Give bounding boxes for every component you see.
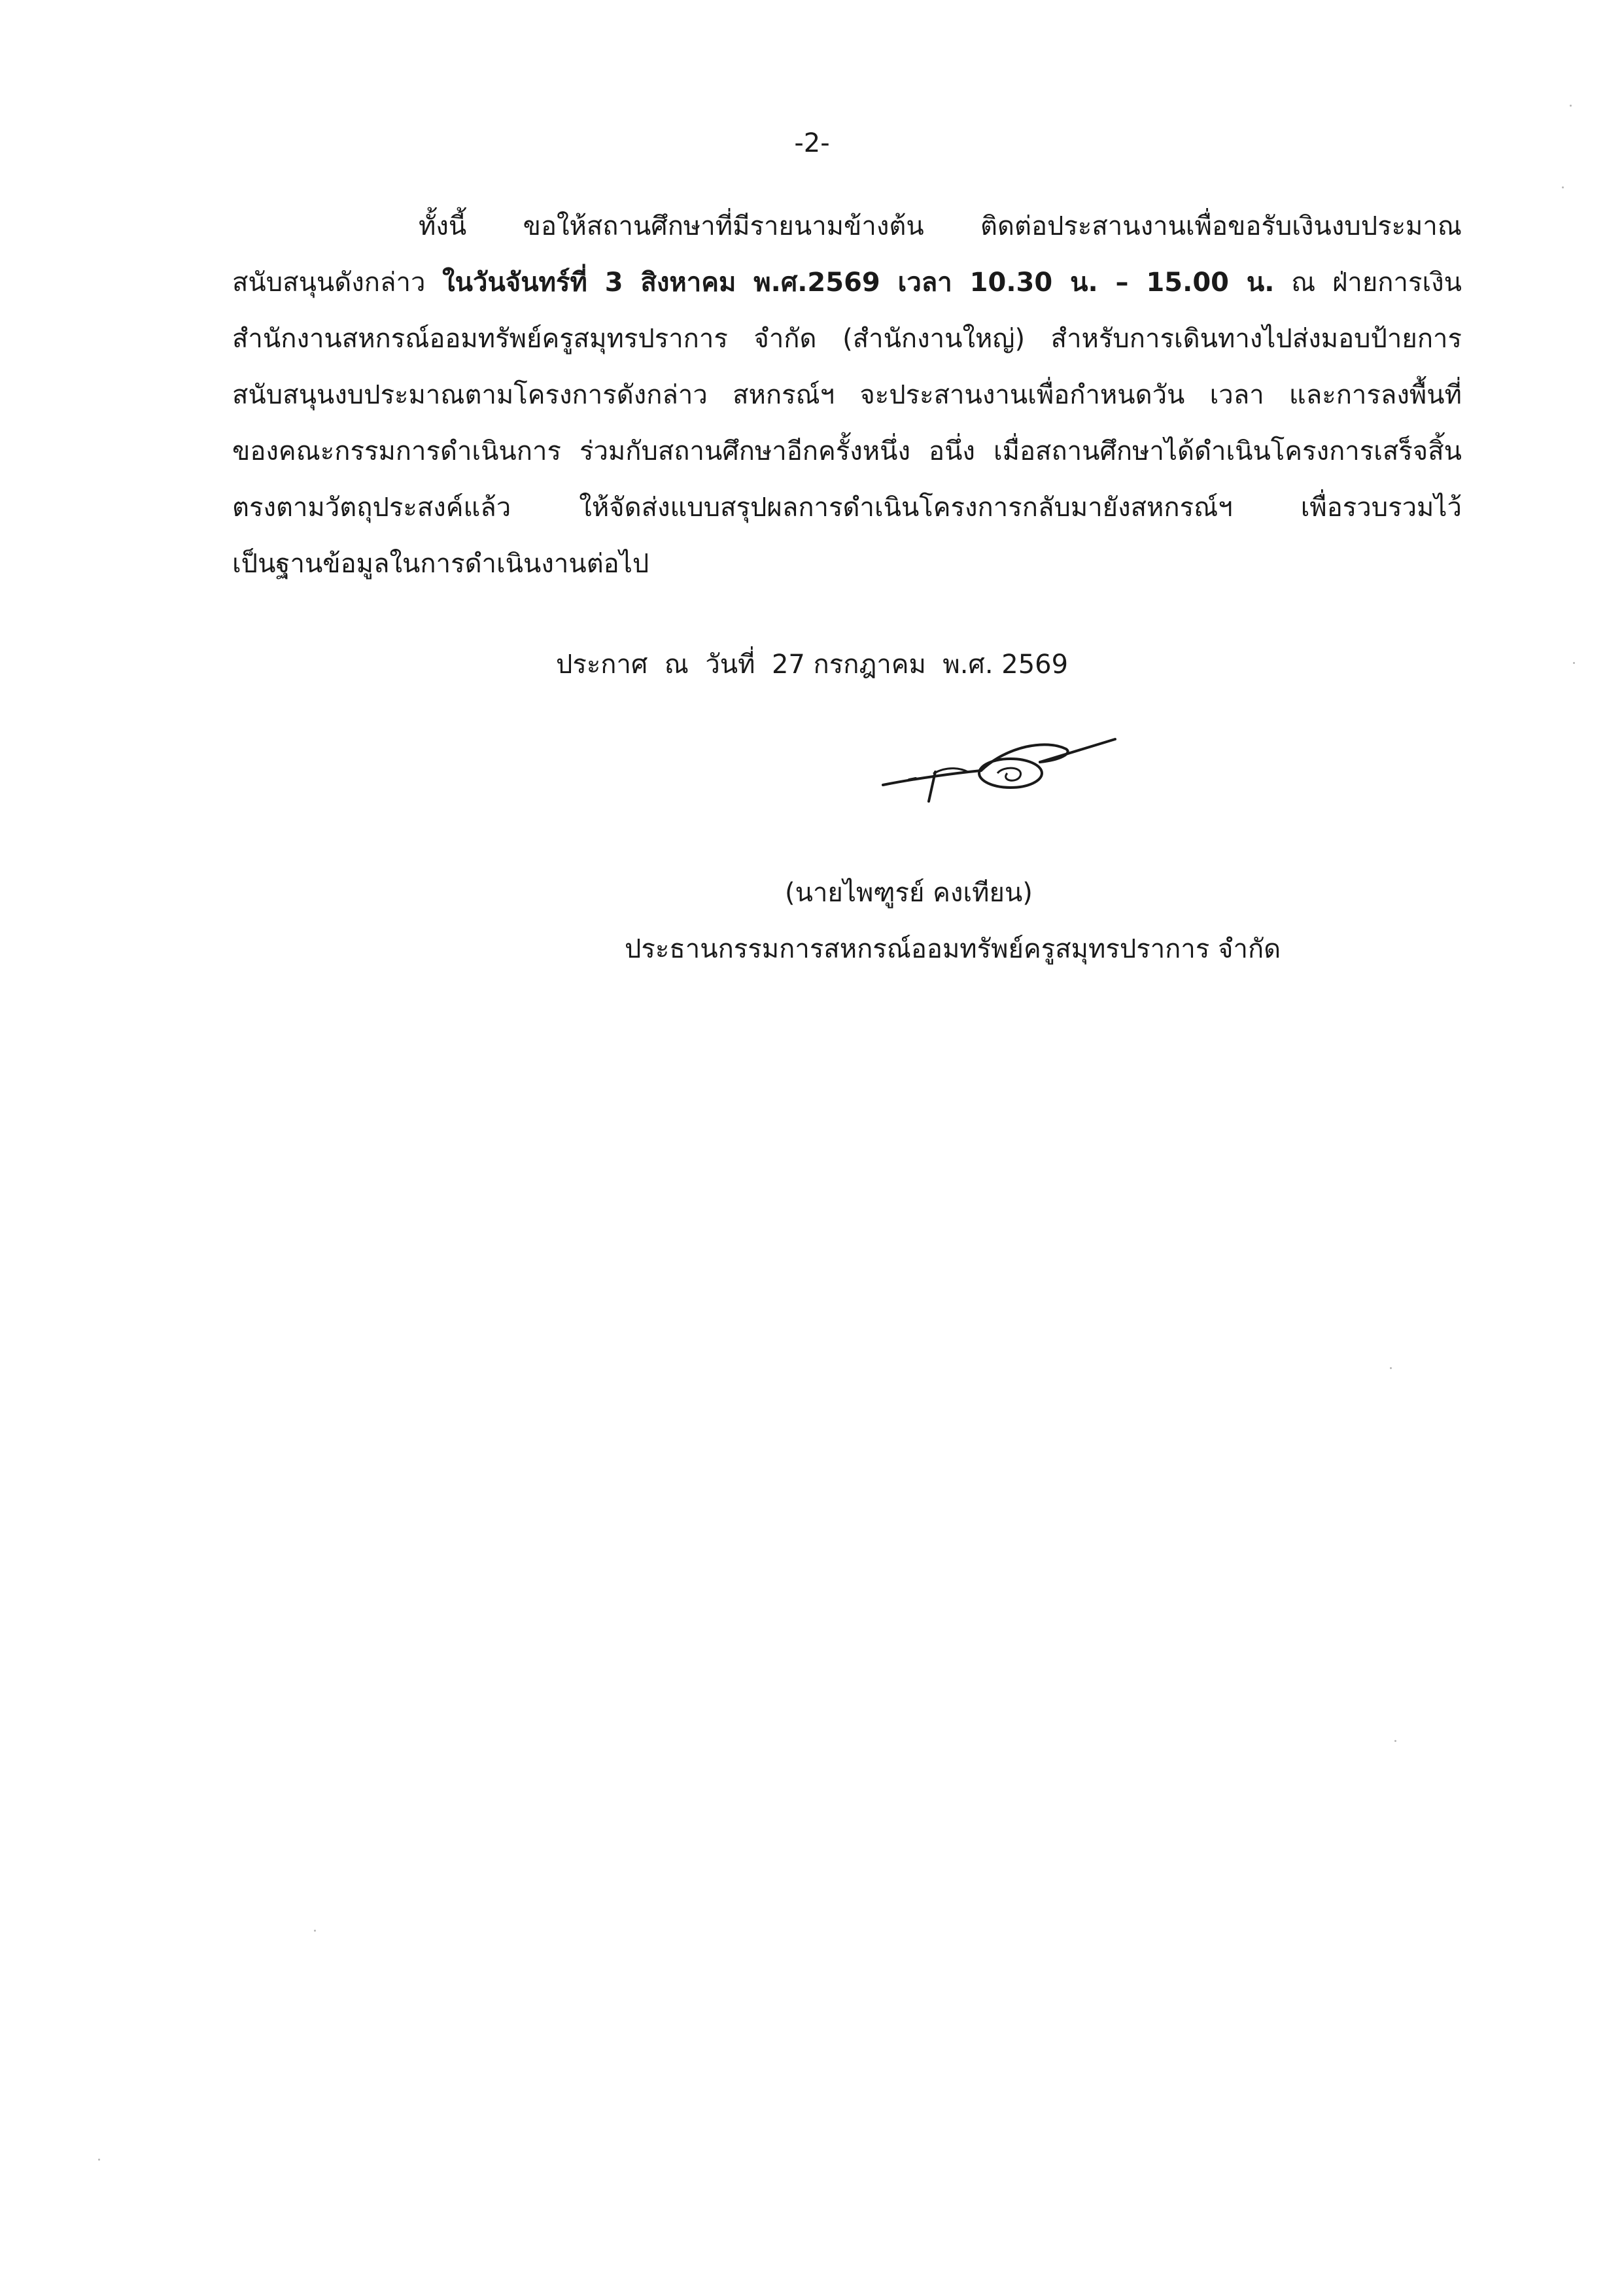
body-line-7: เป็นฐานข้อมูลในการดำเนินงานต่อไป xyxy=(232,549,649,579)
scan-speck xyxy=(314,1930,316,1932)
signer-title: ประธานกรรมการสหกรณ์ออมทรัพย์ครูสมุทรปราการ จำกัด xyxy=(625,934,1281,964)
body-line-1: ทั้งนี้ ขอให้สถานศึกษาที่มีรายนามข้างต้น ติดต่อประสานงานเพื่อขอรับเงินงบประมาณ xyxy=(419,211,1462,241)
body-line-6: ตรงตามวัตถุประสงค์แล้ว ให้จัดส่งแบบสรุปผลการดำเนินโครงการกลับมายังสหกรณ์ฯ เพื่อรวบรวมไว้ xyxy=(232,493,1462,523)
scan-speck xyxy=(1390,1367,1392,1369)
page-number: -2- xyxy=(794,128,830,158)
body-line-2-end: ณ ฝ่ายการเงิน xyxy=(1274,268,1462,298)
signature-image xyxy=(876,733,1118,805)
meeting-date-time: ในวันจันทร์ที่ 3 สิงหาคม พ.ศ.2569 เวลา 10.30 น. – 15.00 น. xyxy=(442,268,1275,298)
scan-speck xyxy=(1570,105,1572,107)
scan-speck xyxy=(98,2159,100,2161)
scan-speck xyxy=(1562,186,1564,188)
body-line-3: สำนักงานสหกรณ์ออมทรัพย์ครูสมุทรปราการ จำกัด (สำนักงานใหญ่) สำหรับการเดินทางไปส่งมอบป้ายการ xyxy=(232,324,1462,354)
body-line-5: ของคณะกรรมการดำเนินการ ร่วมกับสถานศึกษาอีกครั้งหนึ่ง อนึ่ง เมื่อสถานศึกษาได้ดำเนินโครงการเสร็จสิ้น xyxy=(232,436,1462,466)
announcement-date: ประกาศ ณ วันที่ 27 กรกฎาคม พ.ศ. 2569 xyxy=(555,650,1069,680)
signer-name: (นายไพฑูรย์ คงเทียน) xyxy=(785,878,1033,908)
body-line-2-start: สนับสนุนดังกล่าว xyxy=(232,268,443,298)
scan-speck xyxy=(1573,662,1575,664)
scan-speck xyxy=(1394,1740,1396,1742)
body-line-4: สนับสนุนงบประมาณตามโครงการดังกล่าว สหกรณ์ฯ จะประสานงานเพื่อกำหนดวัน เวลา และการลงพื้นที่ xyxy=(232,380,1462,410)
body-line-2 xyxy=(232,264,1462,301)
